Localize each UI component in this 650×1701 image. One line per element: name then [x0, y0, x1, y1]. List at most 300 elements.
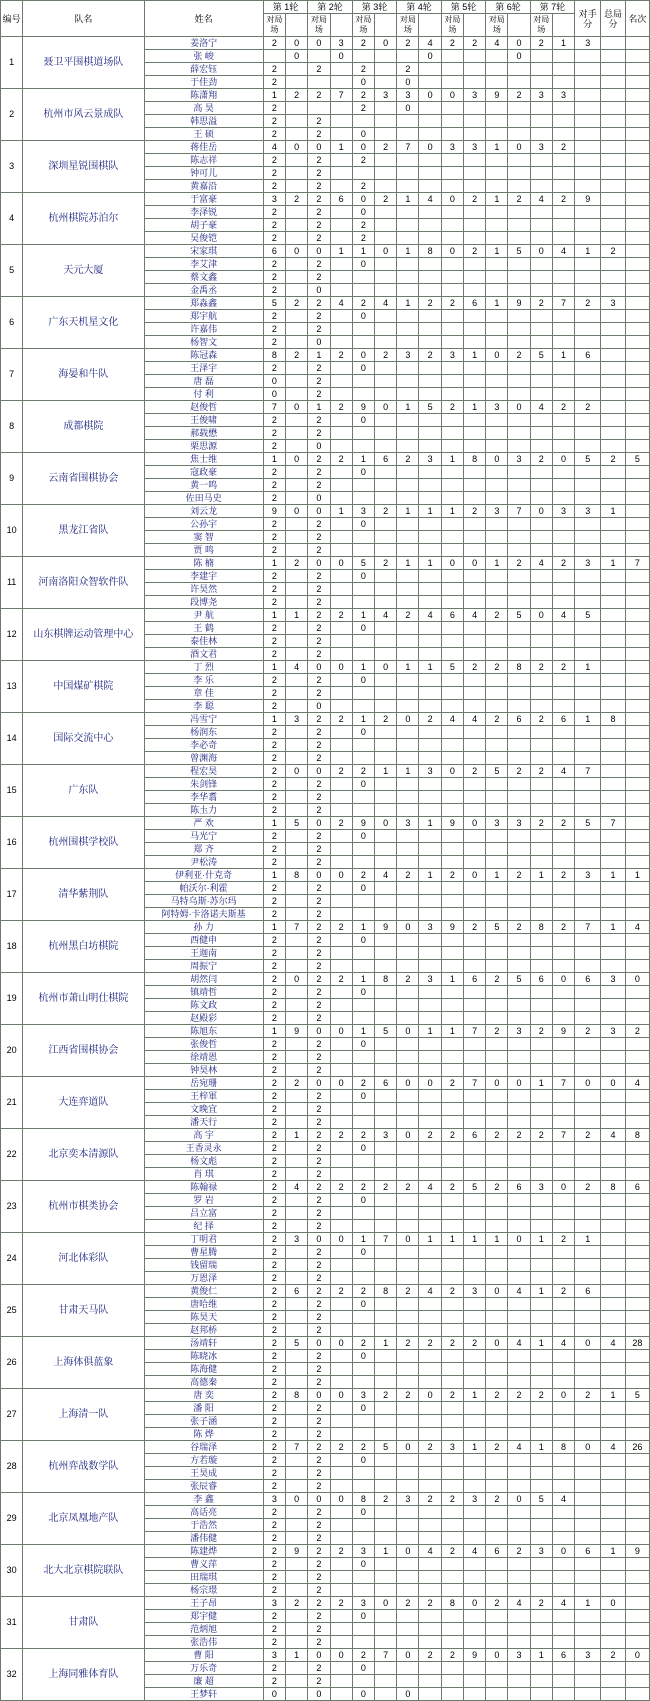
score-cell: 2 — [308, 414, 330, 427]
score-cell — [330, 388, 352, 401]
score-cell — [374, 310, 396, 323]
score-cell — [601, 427, 625, 440]
score-cell — [552, 752, 574, 765]
score-cell — [374, 167, 396, 180]
score-cell — [286, 1454, 308, 1467]
score-cell: 0 — [352, 570, 374, 583]
score-cell — [330, 1610, 352, 1623]
score-cell — [486, 323, 508, 336]
score-cell — [530, 1662, 552, 1675]
score-cell — [552, 323, 574, 336]
player-name: 于浩然 — [144, 1519, 263, 1532]
score-cell — [530, 414, 552, 427]
score-cell: 4 — [486, 37, 508, 50]
score-cell — [374, 622, 396, 635]
score-cell: 2 — [263, 1233, 285, 1246]
score-cell: 4 — [625, 1077, 649, 1090]
score-cell — [508, 1246, 530, 1259]
score-cell: 2 — [330, 713, 352, 726]
score-cell — [463, 1571, 485, 1584]
score-cell: 2 — [486, 1389, 508, 1402]
score-cell: 0 — [352, 726, 374, 739]
score-cell — [486, 232, 508, 245]
score-cell — [575, 1584, 601, 1597]
score-cell — [625, 505, 649, 518]
score-cell — [530, 856, 552, 869]
score-cell: 1 — [263, 817, 285, 830]
score-cell — [330, 1376, 352, 1389]
score-cell — [374, 232, 396, 245]
score-cell — [552, 1246, 574, 1259]
score-cell: 2 — [374, 1181, 396, 1194]
score-cell: 2 — [397, 609, 419, 622]
score-cell — [552, 63, 574, 76]
score-cell — [486, 882, 508, 895]
score-cell — [575, 830, 601, 843]
score-cell — [625, 1207, 649, 1220]
score-cell: 4 — [530, 557, 552, 570]
score-cell — [552, 1428, 574, 1441]
score-cell — [286, 1142, 308, 1155]
score-cell: 2 — [308, 362, 330, 375]
score-cell — [308, 50, 330, 63]
score-cell — [575, 1532, 601, 1545]
score-cell — [552, 310, 574, 323]
score-cell — [374, 700, 396, 713]
score-cell: 7 — [625, 557, 649, 570]
score-cell — [374, 336, 396, 349]
score-cell — [374, 843, 396, 856]
score-cell — [575, 271, 601, 284]
score-cell: 2 — [530, 1129, 552, 1142]
score-cell — [419, 1311, 441, 1324]
score-cell — [552, 1038, 574, 1051]
score-cell — [625, 1064, 649, 1077]
score-cell: 2 — [286, 557, 308, 570]
score-cell — [286, 1584, 308, 1597]
score-cell — [530, 687, 552, 700]
score-cell — [419, 154, 441, 167]
score-cell — [508, 635, 530, 648]
score-cell — [463, 1103, 485, 1116]
score-cell — [530, 1415, 552, 1428]
table-row — [1, 1545, 650, 1558]
score-cell — [441, 739, 463, 752]
score-cell: 0 — [625, 973, 649, 986]
score-cell — [625, 1012, 649, 1025]
score-cell — [286, 1688, 308, 1701]
score-cell — [601, 999, 625, 1012]
score-cell: 8 — [374, 1285, 396, 1298]
score-cell — [352, 1116, 374, 1129]
score-cell — [601, 1051, 625, 1064]
score-cell — [330, 882, 352, 895]
score-cell — [374, 882, 396, 895]
score-cell — [552, 427, 574, 440]
score-cell — [486, 1194, 508, 1207]
score-cell: 2 — [441, 869, 463, 882]
score-cell — [286, 271, 308, 284]
score-cell — [286, 1623, 308, 1636]
score-cell: 2 — [441, 1493, 463, 1506]
score-cell — [530, 700, 552, 713]
score-cell — [397, 1259, 419, 1272]
score-cell — [330, 258, 352, 271]
score-cell: 2 — [352, 1337, 374, 1350]
score-cell — [625, 414, 649, 427]
score-cell: 1 — [352, 661, 374, 674]
team-name: 北京凤凰地产队 — [23, 1493, 144, 1545]
player-name: 陈昊天 — [144, 1311, 263, 1324]
score-cell — [552, 687, 574, 700]
score-cell — [397, 791, 419, 804]
score-cell — [575, 1493, 601, 1506]
player-name: 方若璇 — [144, 1454, 263, 1467]
player-name: 镇靖哲 — [144, 986, 263, 999]
score-cell: 0 — [308, 1649, 330, 1662]
score-cell — [530, 1103, 552, 1116]
score-cell: 3 — [486, 817, 508, 830]
score-cell — [463, 934, 485, 947]
score-cell: 2 — [263, 1246, 285, 1259]
score-cell — [508, 1519, 530, 1532]
score-cell: 3 — [486, 401, 508, 414]
score-cell — [625, 466, 649, 479]
score-cell: 4 — [286, 661, 308, 674]
player-name: 郑宇健 — [144, 1610, 263, 1623]
score-cell: 1 — [397, 765, 419, 778]
score-cell: 2 — [352, 1181, 374, 1194]
player-name: 肖 琪 — [144, 1168, 263, 1181]
score-cell: 0 — [308, 869, 330, 882]
score-cell — [463, 128, 485, 141]
player-name: 陈文政 — [144, 999, 263, 1012]
team-name: 上海清一队 — [23, 1389, 144, 1441]
score-cell — [508, 1168, 530, 1181]
player-name: 郑 齐 — [144, 843, 263, 856]
score-cell — [441, 466, 463, 479]
score-cell — [397, 843, 419, 856]
score-cell — [352, 687, 374, 700]
score-cell — [486, 726, 508, 739]
score-cell — [486, 947, 508, 960]
score-cell: 0 — [601, 1597, 625, 1610]
score-cell — [419, 1688, 441, 1701]
score-cell — [625, 986, 649, 999]
score-cell: 6 — [374, 1077, 396, 1090]
score-cell — [625, 1168, 649, 1181]
score-cell — [575, 1350, 601, 1363]
score-cell — [330, 1272, 352, 1285]
score-cell — [530, 1090, 552, 1103]
score-cell: 2 — [552, 193, 574, 206]
score-cell — [330, 206, 352, 219]
table-row — [1, 1025, 650, 1038]
player-name: 尹松涛 — [144, 856, 263, 869]
score-cell — [441, 1467, 463, 1480]
player-name: 王 鹤 — [144, 622, 263, 635]
score-cell — [575, 388, 601, 401]
score-cell — [352, 1519, 374, 1532]
score-cell — [419, 648, 441, 661]
score-cell — [419, 1610, 441, 1623]
score-cell: 2 — [575, 401, 601, 414]
score-cell: 0 — [352, 1506, 374, 1519]
score-cell: 2 — [308, 1454, 330, 1467]
player-name: 唐哈维 — [144, 1298, 263, 1311]
score-cell: 2 — [263, 1428, 285, 1441]
score-cell — [330, 180, 352, 193]
score-cell: 2 — [263, 1350, 285, 1363]
score-cell — [397, 232, 419, 245]
score-cell: 3 — [463, 89, 485, 102]
score-cell: 2 — [575, 1181, 601, 1194]
score-cell — [601, 102, 625, 115]
table-row — [1, 1337, 650, 1350]
score-cell — [530, 492, 552, 505]
table-row — [1, 245, 650, 258]
player-name: 赵殿彩 — [144, 1012, 263, 1025]
score-cell: 0 — [463, 557, 485, 570]
score-cell — [374, 375, 396, 388]
score-cell — [330, 1064, 352, 1077]
score-cell: 2 — [308, 986, 330, 999]
score-cell — [330, 1571, 352, 1584]
score-cell: 2 — [508, 1545, 530, 1558]
score-cell — [552, 830, 574, 843]
score-cell — [352, 960, 374, 973]
score-cell — [397, 1480, 419, 1493]
score-cell — [463, 1090, 485, 1103]
score-cell — [419, 466, 441, 479]
score-cell — [441, 1571, 463, 1584]
score-cell — [352, 1467, 374, 1480]
score-cell: 1 — [441, 453, 463, 466]
score-cell: 2 — [441, 1181, 463, 1194]
score-cell — [601, 674, 625, 687]
score-cell — [486, 1038, 508, 1051]
score-cell: 2 — [308, 973, 330, 986]
score-cell — [530, 570, 552, 583]
score-cell: 2 — [308, 752, 330, 765]
score-cell — [508, 258, 530, 271]
score-cell — [601, 1233, 625, 1246]
score-cell: 5 — [263, 297, 285, 310]
score-cell — [374, 1220, 396, 1233]
score-cell: 2 — [286, 193, 308, 206]
score-cell — [419, 1155, 441, 1168]
score-cell: 1 — [601, 921, 625, 934]
score-cell: 5 — [486, 765, 508, 778]
score-cell: 1 — [419, 1233, 441, 1246]
score-cell — [463, 50, 485, 63]
score-cell: 6 — [486, 1545, 508, 1558]
score-cell — [441, 752, 463, 765]
score-cell — [552, 466, 574, 479]
score-cell — [530, 1168, 552, 1181]
score-cell — [286, 1220, 308, 1233]
score-cell — [397, 128, 419, 141]
score-cell: 1 — [530, 1649, 552, 1662]
score-cell: 1 — [374, 765, 396, 778]
team-name: 杭州市萧山明仕棋院 — [23, 973, 144, 1025]
score-cell — [486, 830, 508, 843]
score-cell — [397, 1103, 419, 1116]
score-cell — [508, 947, 530, 960]
score-cell — [530, 388, 552, 401]
score-cell — [352, 1103, 374, 1116]
score-cell: 3 — [530, 1181, 552, 1194]
score-cell — [419, 1207, 441, 1220]
score-cell: 7 — [601, 817, 625, 830]
score-cell — [486, 570, 508, 583]
score-cell — [552, 778, 574, 791]
score-cell: 6 — [463, 297, 485, 310]
score-cell — [330, 1012, 352, 1025]
score-cell — [330, 726, 352, 739]
score-cell — [601, 1493, 625, 1506]
score-cell: 2 — [263, 232, 285, 245]
score-cell — [463, 622, 485, 635]
score-cell — [463, 167, 485, 180]
score-cell: 0 — [486, 1077, 508, 1090]
score-cell — [441, 271, 463, 284]
score-cell — [330, 414, 352, 427]
score-cell — [441, 726, 463, 739]
score-cell — [441, 479, 463, 492]
score-cell — [330, 1155, 352, 1168]
score-cell — [419, 1324, 441, 1337]
score-cell — [486, 310, 508, 323]
score-cell: 2 — [308, 1597, 330, 1610]
score-cell — [397, 154, 419, 167]
score-cell — [374, 76, 396, 89]
score-cell — [486, 999, 508, 1012]
score-cell: 2 — [263, 1337, 285, 1350]
player-name: 王泽宇 — [144, 362, 263, 375]
score-cell — [419, 1259, 441, 1272]
score-cell — [463, 908, 485, 921]
score-cell — [601, 895, 625, 908]
score-cell — [374, 219, 396, 232]
score-cell: 2 — [552, 141, 574, 154]
score-cell — [508, 414, 530, 427]
score-cell — [552, 1116, 574, 1129]
score-cell — [463, 1298, 485, 1311]
score-cell — [463, 648, 485, 661]
score-cell — [286, 1662, 308, 1675]
score-cell: 1 — [263, 713, 285, 726]
score-cell: 1 — [397, 557, 419, 570]
score-cell — [486, 1090, 508, 1103]
score-cell — [374, 466, 396, 479]
score-cell: 7 — [263, 401, 285, 414]
score-cell — [508, 1402, 530, 1415]
score-cell: 2 — [552, 557, 574, 570]
score-cell — [419, 1480, 441, 1493]
score-cell: 1 — [601, 557, 625, 570]
score-cell: 2 — [308, 1012, 330, 1025]
team-name: 国际交流中心 — [23, 713, 144, 765]
score-cell — [463, 1272, 485, 1285]
score-cell — [286, 1376, 308, 1389]
score-cell — [397, 271, 419, 284]
player-name: 伊利亚·什克奇 — [144, 869, 263, 882]
score-cell — [330, 323, 352, 336]
score-cell — [575, 999, 601, 1012]
score-cell: 3 — [397, 817, 419, 830]
score-cell — [508, 1623, 530, 1636]
score-cell — [419, 1168, 441, 1181]
score-cell: 3 — [263, 193, 285, 206]
score-cell: 1 — [441, 1233, 463, 1246]
score-cell — [486, 856, 508, 869]
row-index: 24 — [1, 1233, 23, 1285]
score-cell — [308, 76, 330, 89]
score-cell: 0 — [286, 50, 308, 63]
player-name: 陈 楠 — [144, 557, 263, 570]
score-cell — [463, 154, 485, 167]
score-cell — [419, 1428, 441, 1441]
score-cell — [286, 1272, 308, 1285]
score-cell — [575, 1506, 601, 1519]
score-cell: 7 — [374, 1649, 396, 1662]
score-cell: 0 — [286, 37, 308, 50]
score-cell — [374, 687, 396, 700]
score-cell — [575, 154, 601, 167]
score-cell — [419, 492, 441, 505]
score-cell — [286, 1298, 308, 1311]
score-cell — [286, 531, 308, 544]
score-cell — [463, 856, 485, 869]
score-cell — [419, 258, 441, 271]
player-name: 许嘉伟 — [144, 323, 263, 336]
score-cell — [625, 1116, 649, 1129]
score-cell: 7 — [575, 921, 601, 934]
score-cell: 2 — [263, 167, 285, 180]
score-cell — [441, 1402, 463, 1415]
header-rank: 名次 — [625, 1, 649, 37]
score-cell: 2 — [374, 557, 396, 570]
score-cell — [330, 492, 352, 505]
score-cell: 2 — [530, 1597, 552, 1610]
score-cell — [330, 154, 352, 167]
header-round-7-sub-a: 对局场 — [530, 14, 552, 37]
score-cell — [419, 206, 441, 219]
score-cell — [330, 115, 352, 128]
row-index: 22 — [1, 1129, 23, 1181]
table-header — [1, 1, 650, 37]
score-cell — [286, 635, 308, 648]
score-cell — [508, 1038, 530, 1051]
score-cell — [286, 323, 308, 336]
score-cell — [625, 531, 649, 544]
score-cell — [286, 1207, 308, 1220]
score-cell — [374, 1155, 396, 1168]
player-name: 章 佳 — [144, 687, 263, 700]
score-cell — [530, 1259, 552, 1272]
score-cell — [286, 1571, 308, 1584]
score-cell — [330, 622, 352, 635]
score-cell — [463, 63, 485, 76]
score-cell — [530, 63, 552, 76]
score-cell: 4 — [530, 401, 552, 414]
score-cell — [374, 1116, 396, 1129]
score-cell — [508, 596, 530, 609]
player-name: 潘天行 — [144, 1116, 263, 1129]
score-cell — [575, 622, 601, 635]
score-cell — [530, 791, 552, 804]
